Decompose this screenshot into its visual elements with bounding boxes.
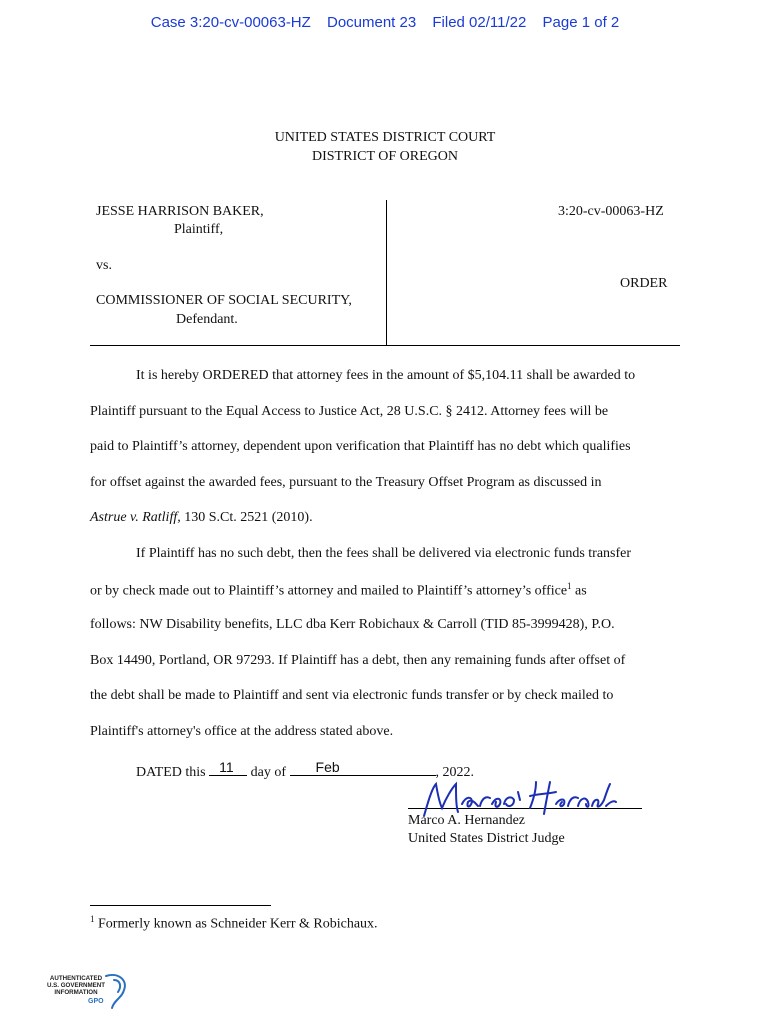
month-blank [290,760,436,776]
day-value: 11 [219,759,234,775]
caption-divider-horizontal [90,345,680,346]
body-line-footnoted [90,581,680,600]
footnote-text: Formerly known as Schneider Kerr & Robichaux. [98,916,378,932]
body-text: or by check made out to Plaintiff’s attorney and mailed to Plaintiff’s attorney’s office [90,583,568,599]
footnote-marker: 1 [90,914,95,924]
case-number-header: Case 3:20-cv-00063-HZ [150,14,311,31]
versus-label: vs. [96,258,112,273]
dated-suffix: , 2022. [435,765,475,780]
body-line: Plaintiff's attorney's office at the address stated above. [90,724,394,739]
dated-mid: day of [247,765,290,780]
caption-divider-vertical [386,200,387,346]
svg-text:INFORMATION: INFORMATION [54,989,98,996]
svg-text:AUTHENTICATED: AUTHENTICATED [49,975,103,982]
body-line: If Plaintiff has no such debt, then the fees shall be delivered via electronic funds transfer [136,546,632,561]
case-number: 3:20-cv-00063-HZ [558,204,664,219]
gpo-seal [40,970,132,1016]
court-name: UNITED STATES DISTRICT COURT [274,130,496,145]
footnote-reference: 1 [567,581,572,591]
defendant-name: COMMISSIONER OF SOCIAL SECURITY, [96,293,352,308]
svg-text:GPO: GPO [88,998,104,1005]
body-line: paid to Plaintiff’s attorney, dependent upon verification that Plaintiff has no debt which qualifies [90,439,631,454]
body-text: as [571,583,587,599]
plaintiff-name: JESSE HARRISON BAKER, [96,204,264,219]
plaintiff-role: Plaintiff, [174,222,224,237]
body-line: Plaintiff pursuant to the Equal Access to Justice Act, 28 U.S.C. § 2412. Attorney fees will be [90,404,609,419]
svg-text:U.S. GOVERNMENT: U.S. GOVERNMENT [46,982,106,989]
body-line-citation [90,510,680,526]
judge-name: Marco A. Hernandez [408,813,526,828]
document-type: ORDER [620,276,668,291]
body-line: for offset against the awarded fees, pursuant to the Treasury Offset Program as discussed in [90,475,602,490]
defendant-role: Defendant. [176,312,238,327]
footnote-separator [90,905,271,906]
footnote [90,914,378,933]
filing-header [0,14,770,31]
citation-details: 130 S.Ct. 2521 (2010). [180,510,313,525]
filed-date-header: Filed 02/11/22 [432,14,527,31]
page-indicator: Page 1 of 2 [542,14,620,31]
case-citation: Astrue v. Ratliff, [90,510,181,525]
judge-title: United States District Judge [408,831,565,846]
body-line: It is hereby ORDERED that attorney fees in the amount of $5,104.11 shall be awarded to [136,368,636,383]
document-number-header: Document 23 [326,14,417,31]
body-line: Box 14490, Portland, OR 97293. If Plaintiff has a debt, then any remaining funds after offset of [90,653,626,668]
dated-prefix: DATED this [136,765,210,780]
body-line: the debt shall be made to Plaintiff and sent via electronic funds transfer or by check mailed to [90,688,614,703]
month-value: Feb [315,759,340,775]
court-district: DISTRICT OF OREGON [312,149,458,164]
body-line: follows: NW Disability benefits, LLC dba Kerr Robichaux & Carroll (TID 85-3999428), P.O. [90,617,615,632]
day-blank [209,760,247,776]
